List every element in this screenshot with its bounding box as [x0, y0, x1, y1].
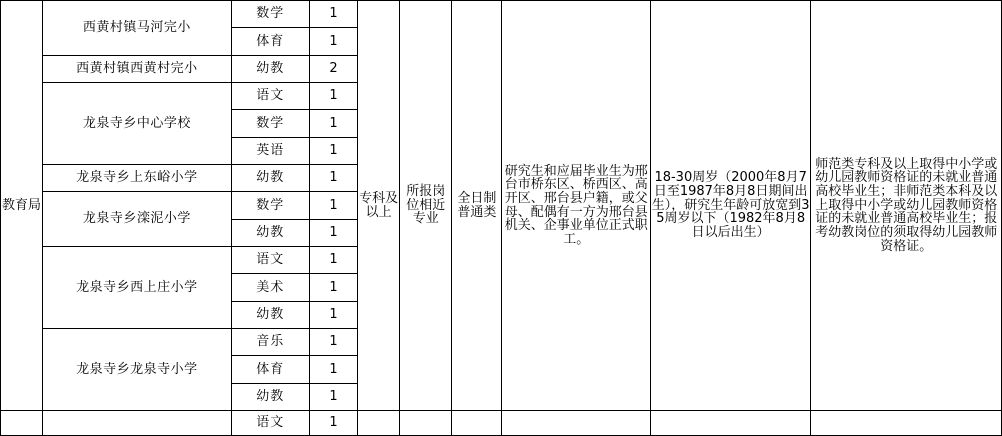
count-cell: 1 — [309, 110, 357, 137]
count-cell: 1 — [309, 411, 357, 436]
certificate-cell-empty — [811, 411, 1002, 436]
conditions-cell: 研究生和应届毕业生为邢台市桥东区、桥西区、高开区、邢台县户籍，或父母、配偶有一方为邢台县机关、企事业单位正式职工。 — [502, 1, 650, 411]
major-cell-empty — [400, 411, 452, 436]
department-cell-empty — [1, 411, 43, 436]
count-cell: 1 — [309, 356, 357, 383]
school-cell: 龙泉寺乡西上庄小学 — [43, 246, 232, 328]
school-cell: 龙泉寺乡滦泥小学 — [43, 192, 232, 247]
subject-cell: 幼教 — [231, 301, 309, 328]
conditions-cell-empty — [502, 411, 650, 436]
type-cell-empty — [452, 411, 502, 436]
education-cell-empty — [358, 411, 400, 436]
count-cell: 1 — [309, 274, 357, 301]
count-cell: 1 — [309, 137, 357, 164]
count-cell: 1 — [309, 28, 357, 55]
table-row — [1, 411, 1002, 436]
school-cell: 龙泉寺乡上东峪小学 — [43, 164, 232, 191]
subject-cell: 幼教 — [231, 383, 309, 410]
age-cell: 18-30周岁（2000年8月7日至1987年8月8日期间出生），研究生年龄可放宽到35周岁以下（1982年8月8日以后出生） — [650, 1, 810, 411]
subject-cell: 幼教 — [231, 55, 309, 82]
school-cell: 龙泉寺乡龙泉寺小学 — [43, 328, 232, 410]
subject-cell: 体育 — [231, 28, 309, 55]
count-cell: 1 — [309, 383, 357, 410]
count-cell: 2 — [309, 55, 357, 82]
subject-cell: 幼教 — [231, 219, 309, 246]
age-cell-empty — [650, 411, 810, 436]
count-cell: 1 — [309, 328, 357, 355]
count-cell: 1 — [309, 301, 357, 328]
count-cell: 1 — [309, 1, 357, 28]
school-cell — [43, 411, 232, 436]
count-cell: 1 — [309, 82, 357, 109]
subject-cell: 幼教 — [231, 164, 309, 191]
subject-cell: 美术 — [231, 274, 309, 301]
education-cell: 专科及以上 — [358, 1, 400, 411]
certificate-cell: 师范类专科及以上取得中小学或幼儿园教师资格证的未就业普通高校毕业生；非师范类本科及以上取得中小学或幼儿园教师资格证的未就业普通高校毕业生；报考幼教岗位的须取得幼儿园教师资格证。 — [811, 1, 1002, 411]
subject-cell: 音乐 — [231, 328, 309, 355]
subject-cell: 数学 — [231, 192, 309, 219]
subject-cell: 英语 — [231, 137, 309, 164]
count-cell: 1 — [309, 192, 357, 219]
school-cell: 西黄村镇马河完小 — [43, 1, 232, 56]
type-cell: 全日制普通类 — [452, 1, 502, 411]
count-cell: 1 — [309, 219, 357, 246]
subject-cell: 语文 — [231, 82, 309, 109]
school-cell: 西黄村镇西黄村完小 — [43, 55, 232, 82]
school-cell: 龙泉寺乡中心学校 — [43, 82, 232, 164]
subject-cell: 数学 — [231, 1, 309, 28]
subject-cell: 体育 — [231, 356, 309, 383]
major-cell: 所报岗位相近专业 — [400, 1, 452, 411]
subject-cell: 语文 — [231, 411, 309, 436]
subject-cell: 语文 — [231, 246, 309, 273]
department-cell: 教育局 — [1, 1, 43, 411]
count-cell: 1 — [309, 164, 357, 191]
subject-cell: 数学 — [231, 110, 309, 137]
count-cell: 1 — [309, 246, 357, 273]
table-row — [1, 1, 1002, 28]
